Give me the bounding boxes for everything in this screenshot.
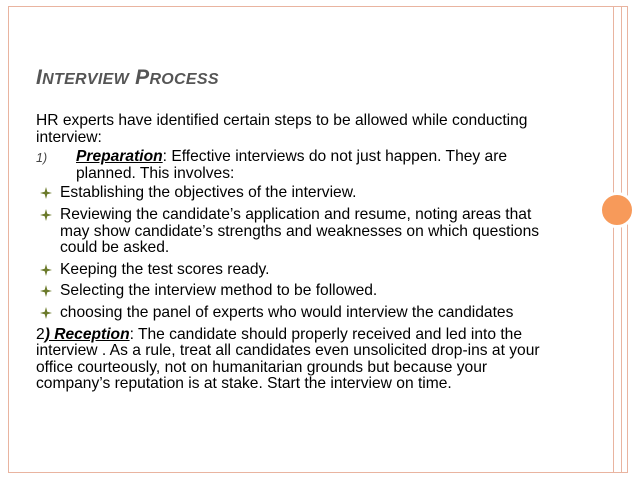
diamond-bullet-icon	[40, 307, 52, 319]
intro-text: HR experts have identified certain steps to be allowed while conducting interview:	[36, 112, 528, 146]
step-number: 2	[36, 325, 45, 343]
decor-line-left	[613, 7, 614, 472]
list-item: choosing the panel of experts who would interview the candidates	[36, 305, 560, 322]
step-preparation	[36, 149, 560, 182]
list-item: Keeping the test scores ready.	[36, 262, 560, 279]
step-reception	[36, 327, 560, 393]
step-heading: Preparation	[76, 148, 163, 166]
list-item: Reviewing the candidate’s application and resume, noting areas that may show candidate’s strengths and weaknesses on which questions could be asked.	[36, 207, 560, 257]
diamond-bullet-icon	[40, 285, 52, 297]
diamond-bullet-icon	[40, 264, 52, 276]
decor-circle	[599, 192, 635, 228]
diamond-bullet-icon	[40, 209, 52, 221]
diamond-bullet-icon	[40, 187, 52, 199]
step-text: : Effective interviews do not just happen. They are planned. This involves:	[76, 148, 508, 182]
list-item: Selecting the interview method to be followed.	[36, 283, 560, 300]
slide-title: INTERVIEW PROCESS	[36, 66, 219, 89]
step-heading: ) Reception	[44, 325, 130, 343]
list-item: Establishing the objectives of the interview.	[36, 185, 560, 202]
decor-line-right	[621, 7, 622, 472]
step-text: : The candidate should properly received and led into the interview . As a rule, treat all candidates even unsolicited drop-ins at your office courteously, not on humanitarian grounds but because your company’s reputation is at stake. Start the interview on time.	[36, 325, 540, 393]
slide-body	[36, 113, 560, 396]
step-number: 1)	[36, 151, 48, 166]
